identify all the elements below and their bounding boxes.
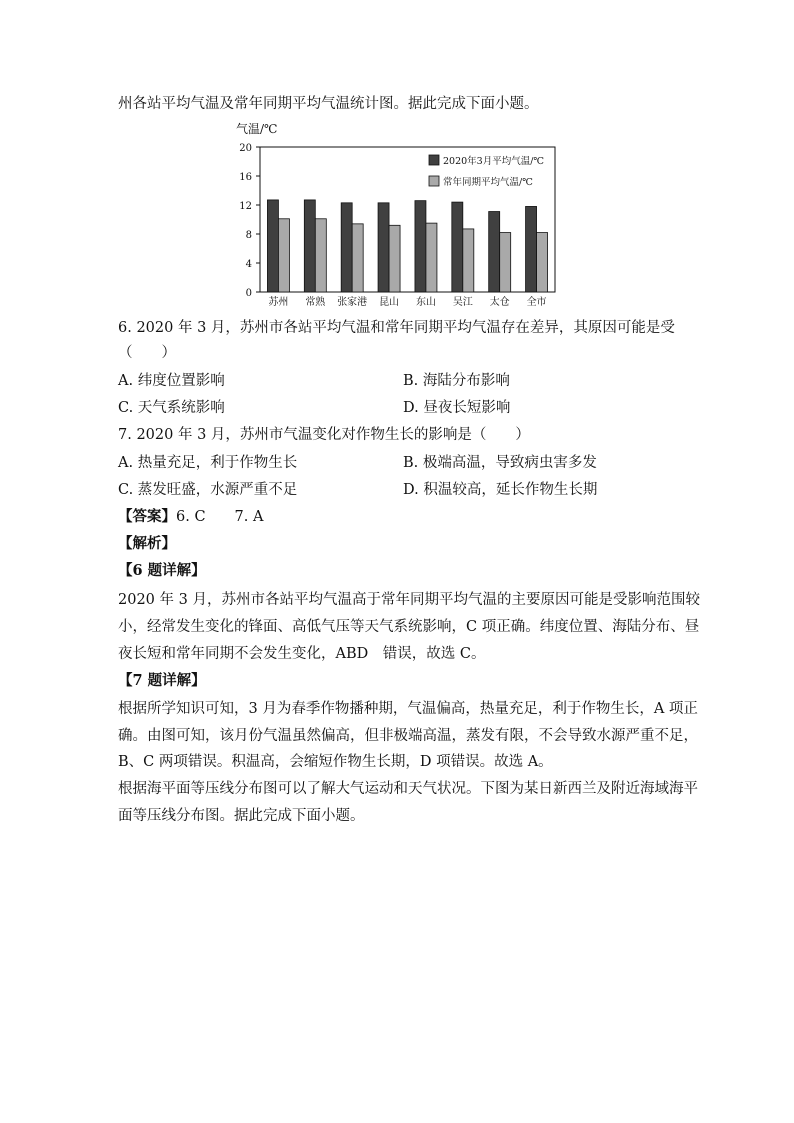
bar-series1 xyxy=(378,203,389,292)
q6-option-c: C. 天气系统影响 xyxy=(118,400,225,416)
answer-line xyxy=(118,507,263,527)
q6-option-d: D. 昼夜长短影响 xyxy=(403,400,511,416)
detail6-line-2: 小，经常发生变化的锋面、高低气压等天气系统影响，C 项正确。纬度位置、海陆分布、昼 xyxy=(118,619,700,635)
bar-series2 xyxy=(463,229,474,292)
answer-text: 6. C 7. A xyxy=(176,509,264,525)
q6-stem: 6. 2020 年 3 月，苏州市各站平均气温和常年同期平均气温存在差异，其原因可能是受 xyxy=(118,320,675,336)
x-tick-label: 东山 xyxy=(415,297,436,308)
y-tick-labels xyxy=(239,143,252,299)
detail6-label: 【6 题详解】 xyxy=(118,562,206,579)
x-tick-label: 昆山 xyxy=(379,297,400,308)
q6-option-b: B. 海陆分布影响 xyxy=(403,373,510,389)
q6-blank: （ ） xyxy=(118,345,176,361)
bar-series2 xyxy=(315,219,326,292)
detail7-line-3: B、C 两项错误。积温高，会缩短作物生长期，D 项错误。故选 A。 xyxy=(118,754,553,770)
analysis-label: 【解析】 xyxy=(118,535,176,552)
bar-series1 xyxy=(489,212,500,292)
y-tick-label: 12 xyxy=(239,201,252,212)
intro-text: 州各站平均气温及常年同期平均气温统计图。据此完成下面小题。 xyxy=(118,96,539,112)
chart-bars xyxy=(267,200,547,292)
bar-series2 xyxy=(537,233,548,292)
y-tick-label: 0 xyxy=(245,288,252,299)
detail6-line-1: 2020 年 3 月，苏州市各站平均气温高于常年同期平均气温的主要原因可能是受影响范围较 xyxy=(118,592,700,608)
y-tick-label: 20 xyxy=(239,143,252,154)
x-tick-label: 吴江 xyxy=(452,297,473,308)
y-tick-label: 8 xyxy=(245,230,252,241)
detail7-line-2: 确。由图可知，该月份气温虽然偏高，但非极端高温，蒸发有限，不会导致水源严重不足， xyxy=(118,728,698,744)
bar-series1 xyxy=(267,200,278,292)
x-tick-label: 常熟 xyxy=(305,297,326,308)
next-intro-line-1: 根据海平面等压线分布图可以了解大气运动和天气状况。下图为某日新西兰及附近海域海平 xyxy=(118,781,698,797)
bar-series1 xyxy=(415,201,426,292)
q7-option-d: D. 积温较高，延长作物生长期 xyxy=(403,482,598,498)
bar-series2 xyxy=(278,219,289,292)
x-tick-label: 苏州 xyxy=(268,297,289,308)
legend-swatch xyxy=(429,155,439,165)
x-tick-labels xyxy=(268,295,546,308)
x-tick-label: 全市 xyxy=(526,297,547,308)
chart-legend xyxy=(429,155,544,188)
legend-label: 2020年3月平均气温/℃ xyxy=(443,156,545,167)
x-tick-label: 张家港 xyxy=(337,297,368,308)
bar-series2 xyxy=(500,233,511,292)
detail7-line-1: 根据所学知识可知，3 月为春季作物播种期，气温偏高，热量充足，利于作物生长，A 项正 xyxy=(118,701,698,717)
bar-series1 xyxy=(452,202,463,292)
detail6-line-3: 夜长短和常年同期不会发生变化，ABD 错误，故选 C。 xyxy=(118,646,486,662)
q6-option-a: A. 纬度位置影响 xyxy=(118,373,225,389)
answer-label: 【答案】 xyxy=(118,508,176,525)
bar-series2 xyxy=(389,225,400,292)
y-axis-label: 气温/℃ xyxy=(236,122,278,136)
bar-series2 xyxy=(352,224,363,292)
q7-option-b: B. 极端高温，导致病虫害多发 xyxy=(403,455,597,471)
q7-option-a: A. 热量充足，利于作物生长 xyxy=(118,455,298,471)
detail7-label: 【7 题详解】 xyxy=(118,672,206,689)
next-intro-line-2: 面等压线分布图。据此完成下面小题。 xyxy=(118,808,365,824)
q7-stem: 7. 2020 年 3 月，苏州市气温变化对作物生长的影响是（ ） xyxy=(118,427,530,443)
legend-label: 常年同期平均气温/℃ xyxy=(443,177,533,188)
x-tick-label: 太仓 xyxy=(489,297,510,308)
bar-series1 xyxy=(304,200,315,292)
q7-option-c: C. 蒸发旺盛，水源严重不足 xyxy=(118,482,298,498)
legend-swatch xyxy=(429,176,439,186)
bar-series2 xyxy=(426,223,437,292)
bar-series1 xyxy=(526,206,537,292)
y-tick-label: 16 xyxy=(239,172,252,183)
y-tick-label: 4 xyxy=(245,259,252,270)
bar-series1 xyxy=(341,203,352,292)
temperature-bar-chart xyxy=(228,118,568,310)
